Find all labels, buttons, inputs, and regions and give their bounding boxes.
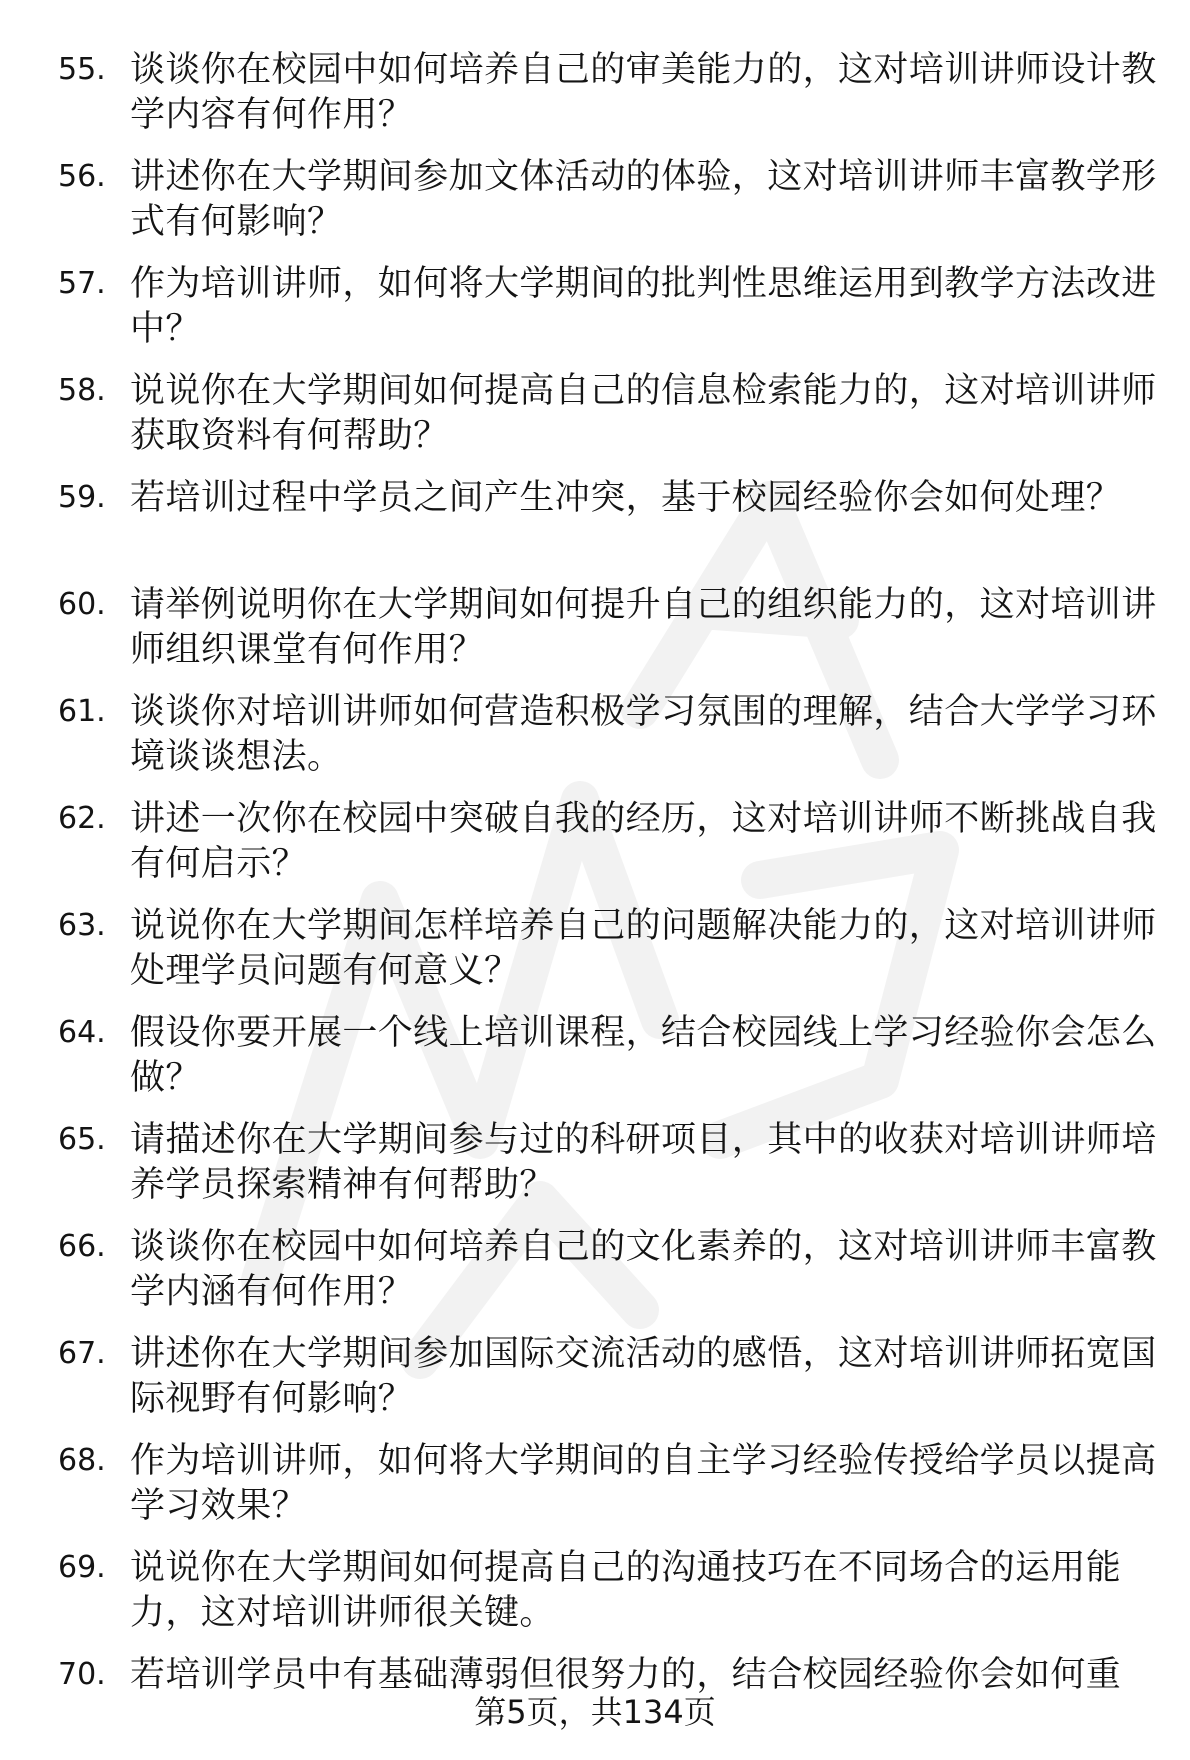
question-text: 请描述你在大学期间参与过的科研项目，其中的收获对培训讲师培养学员探索精神有何帮助？ <box>130 1120 1157 1205</box>
question-number: 59. <box>58 480 106 515</box>
question-item <box>0 690 1190 782</box>
question-number: 56. <box>58 159 106 194</box>
question-item <box>0 476 1190 568</box>
question-item <box>0 1225 1190 1317</box>
question-item <box>0 1011 1190 1103</box>
question-number: 68. <box>58 1443 106 1478</box>
question-text: 讲述你在大学期间参加国际交流活动的感悟，这对培训讲师拓宽国际视野有何影响？ <box>130 1334 1157 1419</box>
question-number: 57. <box>58 266 106 301</box>
question-text: 假设你要开展一个线上培训课程，结合校园线上学习经验你会怎么做？ <box>130 1013 1157 1098</box>
question-text: 讲述你在大学期间参加文体活动的体验，这对培训讲师丰富教学形式有何影响？ <box>130 157 1157 242</box>
question-text: 作为培训讲师，如何将大学期间的自主学习经验传授给学员以提高学习效果？ <box>130 1441 1157 1526</box>
question-text: 说说你在大学期间如何提高自己的信息检索能力的，这对培训讲师获取资料有何帮助？ <box>130 371 1157 456</box>
question-item <box>0 155 1190 247</box>
question-item <box>0 1332 1190 1424</box>
question-number: 66. <box>58 1229 106 1264</box>
question-item <box>0 262 1190 354</box>
question-text: 作为培训讲师，如何将大学期间的批判性思维运用到教学方法改进中？ <box>130 264 1157 349</box>
question-text: 讲述一次你在校园中突破自我的经历，这对培训讲师不断挑战自我有何启示？ <box>130 799 1157 884</box>
question-item <box>0 369 1190 461</box>
question-item <box>0 904 1190 996</box>
question-item <box>0 1439 1190 1531</box>
page-number: 第5页，共134页 <box>474 1693 716 1731</box>
question-number: 65. <box>58 1122 106 1157</box>
question-number: 69. <box>58 1550 106 1585</box>
question-text: 谈谈你在校园中如何培养自己的审美能力的，这对培训讲师设计教学内容有何作用？ <box>130 50 1157 135</box>
question-text: 说说你在大学期间怎样培养自己的问题解决能力的，这对培训讲师处理学员问题有何意义？ <box>130 906 1157 991</box>
question-item <box>0 583 1190 675</box>
question-number: 61. <box>58 694 106 729</box>
question-item <box>0 797 1190 889</box>
question-number: 58. <box>58 373 106 408</box>
question-number: 63. <box>58 908 106 943</box>
question-text: 若培训学员中有基础薄弱但很努力的，结合校园经验你会如何重 <box>130 1655 1122 1695</box>
question-item <box>0 1546 1190 1638</box>
question-number: 67. <box>58 1336 106 1371</box>
question-number: 70. <box>58 1657 106 1692</box>
question-number: 60. <box>58 587 106 622</box>
question-item <box>0 1118 1190 1210</box>
question-number: 62. <box>58 801 106 836</box>
question-list <box>0 48 1190 1760</box>
question-number: 55. <box>58 52 106 87</box>
question-text: 谈谈你对培训讲师如何营造积极学习氛围的理解，结合大学学习环境谈谈想法。 <box>130 692 1157 777</box>
question-text: 说说你在大学期间如何提高自己的沟通技巧在不同场合的运用能力，这对培训讲师很关键。 <box>130 1548 1122 1633</box>
question-text: 请举例说明你在大学期间如何提升自己的组织能力的，这对培训讲师组织课堂有何作用？ <box>130 585 1157 670</box>
question-item <box>0 48 1190 140</box>
question-number: 64. <box>58 1015 106 1050</box>
question-text: 若培训过程中学员之间产生冲突，基于校园经验你会如何处理？ <box>130 478 1122 518</box>
question-text: 谈谈你在校园中如何培养自己的文化素养的，这对培训讲师丰富教学内涵有何作用？ <box>130 1227 1157 1312</box>
